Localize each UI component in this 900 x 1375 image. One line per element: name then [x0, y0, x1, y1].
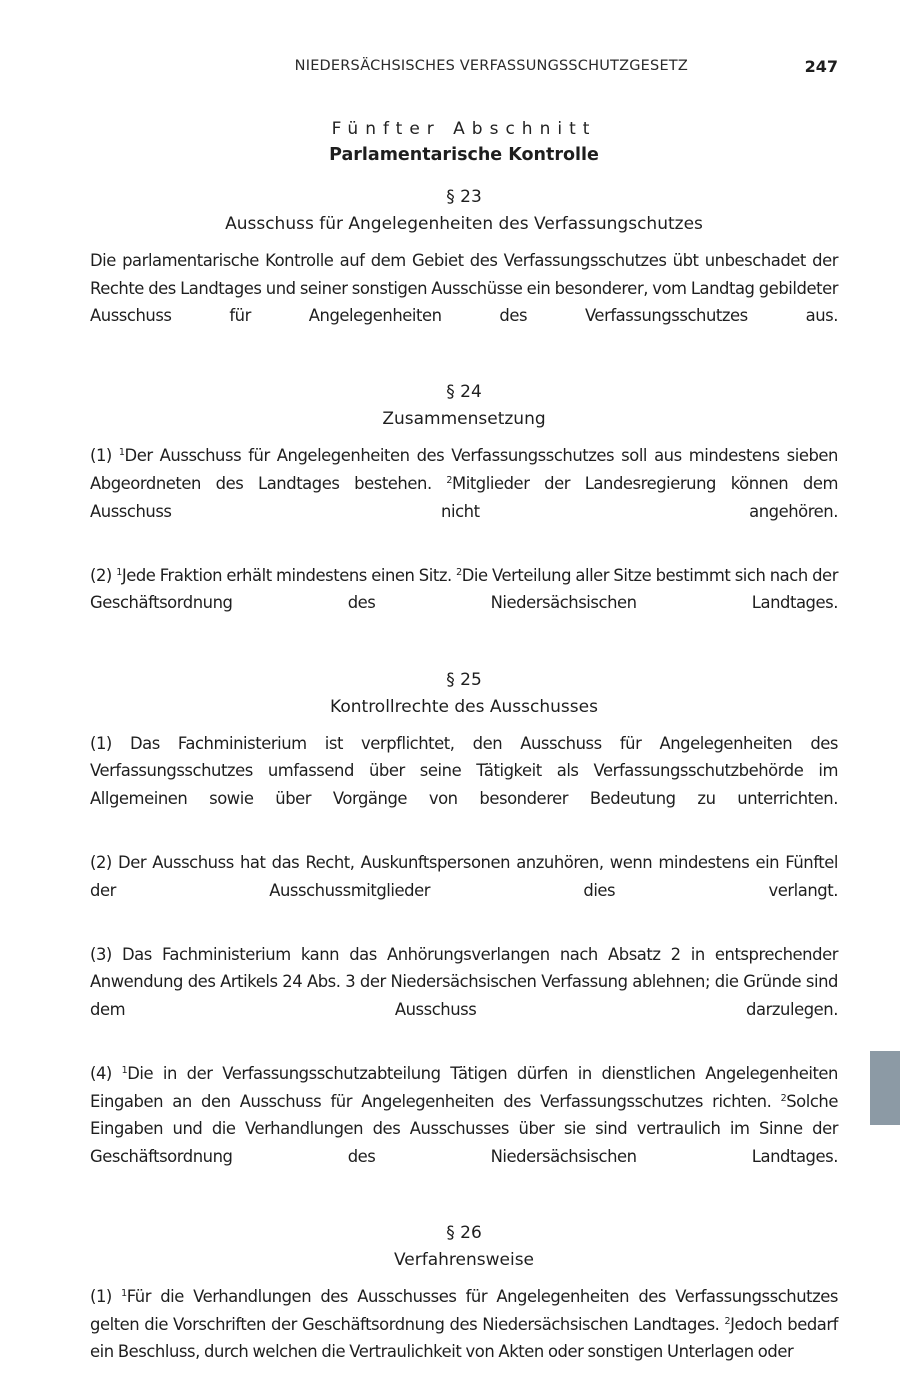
paragraph: (1) Das Fachministerium ist verpflichtet, den Ausschuss für Angelegenheiten des Verfassungsschutzes umfassend über seine Tätigkeit als Verfassungsschutzbehörde im Allgemeinen sowie über Vorgänge von besonderer Bedeutung zu unterrichten.: [90, 733, 838, 808]
page-header: [90, 58, 838, 80]
paragraph-number: (1): [90, 446, 112, 466]
section-title: Kontrollrechte des Ausschusses: [330, 696, 598, 717]
sentence: Der Ausschuss für Angelegenheiten des Verfassungsschutzes soll aus mindestens sieben Abgeordneten des Landtages bestehen.: [90, 446, 838, 493]
paragraph: [90, 562, 838, 645]
paragraph: [90, 442, 838, 552]
paragraph-number: (4): [90, 1064, 112, 1084]
paragraph: (3) Das Fachministerium kann das Anhörungsverlangen nach Absatz 2 in entsprechender Anwendung des Artikels 24 Abs. 3 der Niedersächsischen Verfassung ablehnen; die Gründe sind dem Ausschuss darzulegen.: [90, 944, 838, 1019]
sentence-number: 2: [446, 474, 453, 486]
section-title: Ausschuss für Angelegenheiten des Verfassungschutzes: [225, 214, 703, 234]
part-label: Fünfter Abschnitt: [331, 119, 597, 139]
section-number: § 25: [446, 669, 482, 690]
section-23: [90, 184, 838, 357]
section-25: [90, 667, 838, 1199]
section-26: [90, 1220, 838, 1366]
running-title: NIEDERSÄCHSISCHES VERFASSUNGSSCHUTZGESETZ: [294, 58, 688, 74]
sentence-number: 2: [456, 566, 462, 578]
section-number: § 23: [446, 187, 482, 207]
section-title: Verfahrensweise: [393, 1250, 535, 1271]
sentence: Mitglieder der Landesregierung können dem Ausschuss nicht angehören.: [90, 473, 838, 521]
paragraph-number: (1): [90, 1287, 112, 1307]
sentence-number: 1: [121, 1065, 128, 1077]
sentence: Für die Verhandlungen des Ausschusses für Angelegenheiten des Verfassungsschutzes gelten die Vorschriften der Geschäftsordnung des Niedersächsischen Landtages.: [90, 1287, 838, 1334]
paragraph: Die parlamentarische Kontrolle auf dem Gebiet des Verfassungsschutzes übt unbeschadet der Rechte des Landtages und seiner sonstigen Ausschüsse ein besonderer, vom Landtag gebildeter Ausschuss für Angelegenheiten des Verfassungsschutzes aus.: [90, 251, 838, 326]
paragraph: (2) Der Ausschuss hat das Recht, Auskunftspersonen anzuhören, wenn mindestens ein Fünftel der Ausschussmitglieder dies verlangt.: [90, 852, 838, 900]
paragraph: [90, 1060, 838, 1198]
sentence: Solche Eingaben und die Verhandlungen des Ausschusses über sie sind vertraulich im Sinne der Geschäftsordnung des Niedersächsischen Landtages.: [90, 1091, 838, 1166]
paragraph: [90, 1283, 838, 1366]
sentence: Die Verteilung aller Sitze bestimmt sich nach der Geschäftsordnung des Niedersächsischen Landtages.: [90, 565, 838, 613]
sentence: Die in der Verfassungsschutzabteilung Tätigen dürfen in dienstlichen Angelegenheiten Eingaben an den Ausschuss für Angelegenheiten des Verfassungsschutzes richten.: [90, 1064, 838, 1111]
sentence: Jedoch bedarf ein Beschluss, durch welchen die Vertraulichkeit von Akten oder sonstigen Unterlagen oder: [90, 1314, 838, 1362]
chapter-thumb-tab: [870, 1051, 900, 1125]
section-number: § 26: [446, 1223, 482, 1244]
sentence-number: 1: [118, 447, 125, 459]
page-number: 247: [804, 57, 838, 76]
section-title: Zusammensetzung: [382, 409, 546, 430]
sentence-number: 2: [780, 1092, 787, 1104]
page-content: [90, 116, 838, 1375]
sentence-number: 1: [116, 566, 122, 578]
sentence: Jede Fraktion erhält mindestens einen Sitz.: [121, 565, 452, 585]
sentence-number: 2: [724, 1315, 731, 1327]
section-number: § 24: [446, 382, 482, 403]
sentence-number: 1: [121, 1288, 127, 1300]
part-title: Parlamentarische Kontrolle: [329, 145, 599, 165]
section-24: [90, 379, 838, 644]
paragraph-number: (2): [90, 565, 112, 585]
